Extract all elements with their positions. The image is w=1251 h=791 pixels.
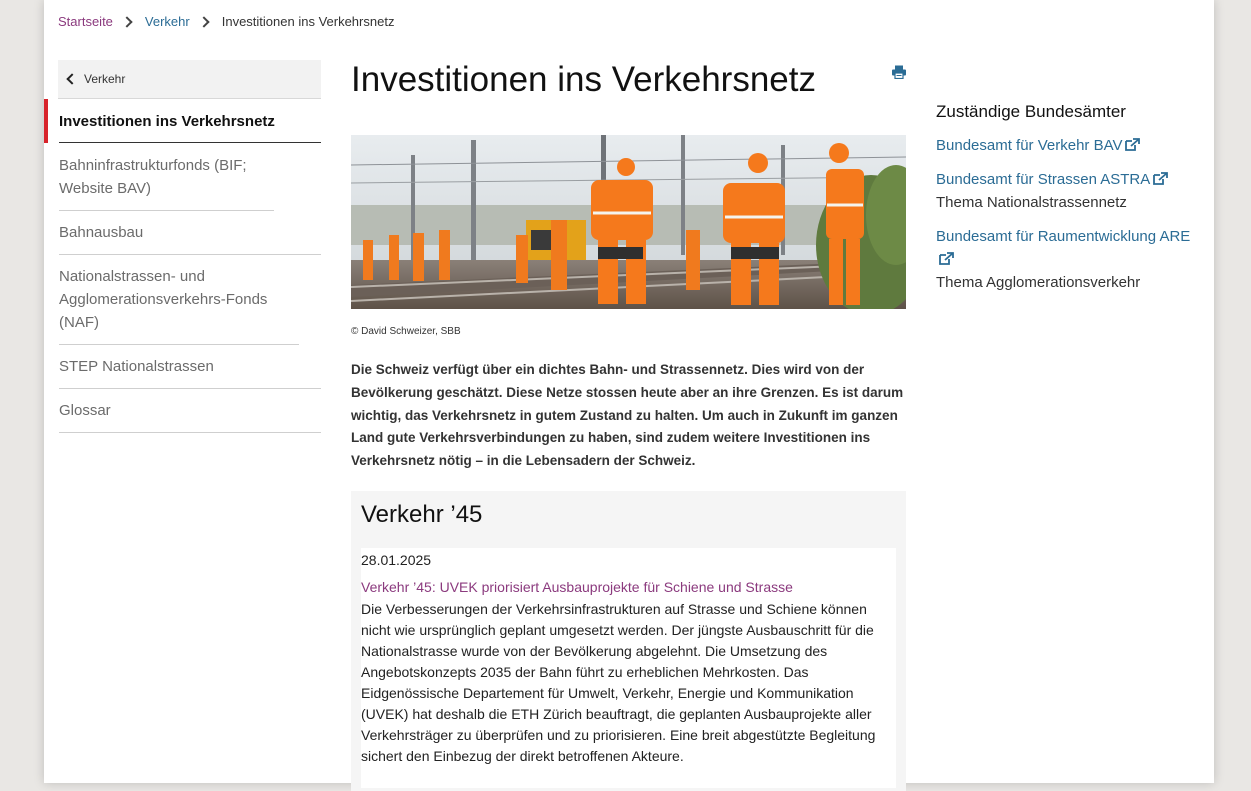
- external-link-icon: [939, 252, 954, 265]
- sidebar-item-step[interactable]: STEP Nationalstrassen: [59, 345, 321, 389]
- news-card: [361, 548, 896, 788]
- external-link-icon: [1125, 138, 1140, 151]
- sidebar-item-glossar[interactable]: Glossar: [59, 389, 321, 433]
- sidebar-nav: [44, 60, 321, 433]
- office-link-are[interactable]: [936, 228, 1190, 268]
- news-date: 28.01.2025: [361, 552, 432, 568]
- aside-title: Zuständige Bundesämter: [936, 102, 1126, 121]
- office-link-bav[interactable]: [936, 137, 1140, 154]
- breadcrumb-home-link[interactable]: Startseite: [58, 14, 113, 29]
- office-are: [936, 225, 1196, 294]
- sidebar-back-link[interactable]: [58, 60, 321, 99]
- office-bav: [936, 134, 1196, 157]
- hero-image: [351, 135, 906, 309]
- page-container: [44, 0, 1214, 783]
- page-title: Investitionen ins Verkehrsnetz: [351, 60, 816, 99]
- news-body-text: Die Verbesserungen der Verkehrsinfrastrukturen auf Strasse und Schiene können nicht wie ursprünglich geplant umgesetzt werden. Der jüngste Ausbauschritt für die Nationalstrasse wurde von der Bevölkerung abgelehnt. Die Umsetzung des Angebotskonzepts 2035 der Bahn führt zu erheblichen Mehrkosten. Das Eidgenössische Departement für Umwelt, Verkehr, Energie und Kommunikation (UVEK) hat deshalb die ETH Zürich beauftragt, die geplanten Ausbauprojekte aller Verkehrsträger zu überprüfen und zu priorisieren. Eine breit abgestützte Begleitung sichert den Einbezug der direkt betroffenen Akteure.: [361, 601, 876, 764]
- sidebar-item-bahnausbau[interactable]: Bahnausbau: [59, 211, 321, 255]
- sidebar-item-active[interactable]: [44, 99, 321, 143]
- sidebar-back-label: Verkehr: [84, 72, 126, 86]
- office-topic: Thema Nationalstrassennetz: [936, 194, 1127, 211]
- print-icon[interactable]: [892, 65, 906, 79]
- office-astra: [936, 168, 1196, 214]
- breadcrumb: [58, 14, 394, 29]
- office-link-astra[interactable]: [936, 171, 1168, 188]
- office-link-label: Bundesamt für Strassen ASTRA: [936, 171, 1151, 188]
- sidebar-item-label: Investitionen ins Verkehrsnetz: [59, 112, 275, 130]
- news-box-title: Verkehr ’45: [361, 501, 483, 528]
- chevron-right-icon: [198, 16, 209, 27]
- office-link-label: Bundesamt für Verkehr BAV: [936, 137, 1123, 154]
- external-link-icon: [1153, 172, 1168, 185]
- chevron-right-icon: [121, 16, 132, 27]
- lead-paragraph: Die Schweiz verfügt über ein dichtes Bahn- und Strassennetz. Dies wird von der Bevölkerung geschätzt. Diese Netze stossen heute aber an ihre Grenzen. Es ist darum wichtig, das Verkehrsnetz in gutem Zustand zu halten. Um auch in Zukunft im ganzen Land gute Verkehrsverbindungen zu haben, sind zudem weitere Investitionen ins Verkehrsnetz nötig – in die Lebensadern der Schweiz.: [351, 362, 904, 469]
- news-headline-link[interactable]: Verkehr ’45: UVEK priorisiert Ausbauprojekte für Schiene und Strasse: [361, 579, 793, 595]
- news-box: [351, 491, 906, 791]
- chevron-left-icon: [66, 73, 77, 84]
- sidebar-item-bif[interactable]: Bahninfrastrukturfonds (BIF; Website BAV): [59, 143, 274, 211]
- image-caption: © David Schweizer, SBB: [351, 326, 461, 337]
- office-link-label: Bundesamt für Raumentwicklung ARE: [936, 228, 1191, 245]
- sidebar-item-naf[interactable]: Nationalstrassen- und Agglomerationsverkehrs-Fonds (NAF): [59, 255, 299, 345]
- breadcrumb-current: Investitionen ins Verkehrsnetz: [221, 14, 395, 29]
- responsible-offices: [936, 100, 1196, 294]
- breadcrumb-verkehr-link[interactable]: Verkehr: [144, 14, 190, 29]
- office-topic: Thema Agglomerationsverkehr: [936, 274, 1141, 291]
- sidebar-list: [59, 143, 321, 433]
